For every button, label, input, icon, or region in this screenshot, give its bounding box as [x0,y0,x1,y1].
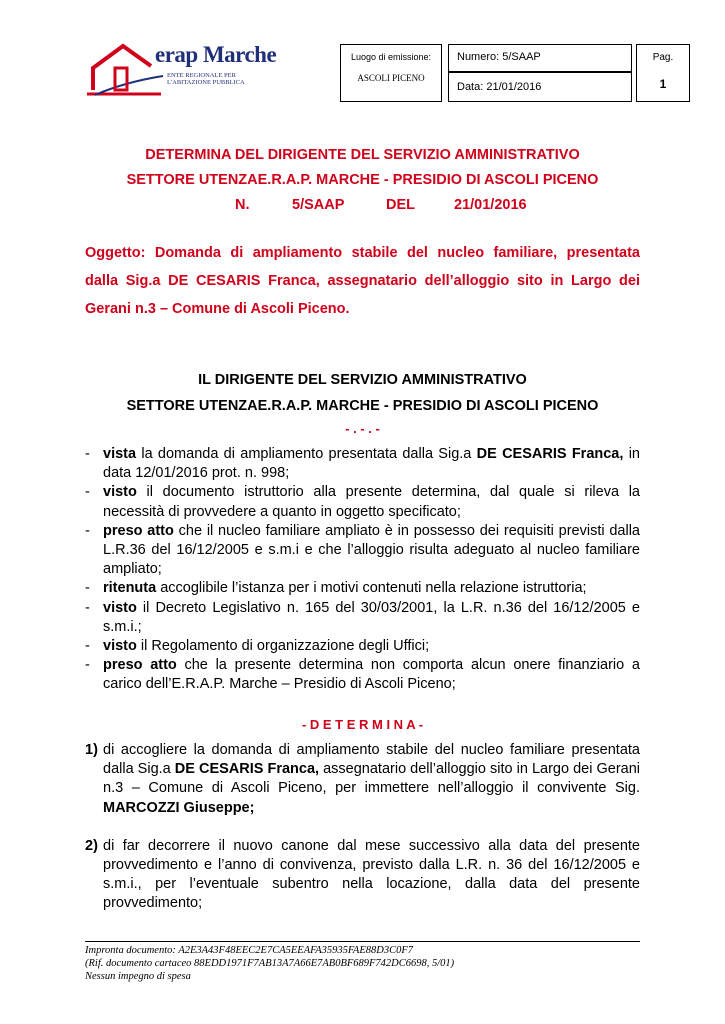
logo-name: erap Marche [155,42,277,67]
bullet-dash: - [85,522,90,539]
footer-fingerprint: Impronta documento: A2E3A43F48EEC2E7CA5EEAFA35935FAE88D3C0F7 [85,945,413,956]
bullet-dash: - [85,638,90,655]
luogo-box [340,44,442,102]
consideration-text: il documento istruttorio alla presente determina, dal quale si rileva la necessità di provvedere a quanto in oggetto specificato; [103,484,640,520]
consideration-keyword: vista [103,446,137,462]
consideration-keyword: visto [103,599,137,616]
bullet-dash: - [85,446,90,462]
heading-line-1: IL DIRIGENTE DEL SERVIZIO AMMINISTRATIVO [198,372,527,388]
logo-subtitle-line: ENTE REGIONALE PER [167,72,236,79]
data-box [448,72,632,102]
decision-number: 1) [85,742,98,758]
heading-line-2: SETTORE UTENZAE.R.A.P. MARCHE - PRESIDIO DI ASCOLI PICENO [126,398,599,414]
bullet-dash: - [85,599,90,616]
consideration-item [85,637,640,656]
date-label: DEL [386,197,415,213]
decision-bold-name: DE CESARIS Franca, [174,761,320,778]
consideration-keyword: visto [103,638,137,655]
erap-logo [85,40,277,100]
logo-subtitle-line: L'ABITAZIONE PUBBLICA [167,79,245,86]
consideration-keyword: preso atto [103,522,174,539]
decision-bold-name: MARCOZZI Giuseppe; [103,799,255,816]
consideration-keyword: visto [103,484,137,501]
consideration-item [85,483,640,521]
consideration-item [85,656,640,694]
decision-text: assegnatario dell’alloggio sito in Largo dei Gerani n.3 – Comune di Ascoli Piceno, per immettere nell’alloggio il convivente Sig. [103,761,640,797]
numero-value: Numero: 5/SAAP [457,51,541,63]
luogo-value: ASCOLI PICENO [357,73,425,83]
bullet-dash: - [85,484,90,501]
consideration-item [85,599,640,637]
data-value: Data: 21/01/2016 [457,81,542,93]
consideration-text: il Regolamento di organizzazione degli Uffici; [136,638,430,655]
decision-text: di accogliere la domanda di ampliamento stabile del nucleo familiare presentata dalla Sig.a [103,742,640,778]
footer [85,941,640,983]
consideration-item [85,579,640,598]
consideration-keyword: preso atto [103,657,177,674]
title-line-2: SETTORE UTENZAE.R.A.P. MARCHE - PRESIDIO DI ASCOLI PICENO [126,172,599,188]
consideration-bold-name: DE CESARIS Franca, [476,446,624,462]
bullet-dash: - [85,580,90,597]
decision-text: di far decorrere il nuovo canone dal mese successivo alla data del presente provvedimento e l’anno di convivenza, previsto dalla L.R. n. 36 del 16/12/2005 e s.m.i., per l’eventuale subentro nella locazione, dalla data del presente provvedimento; [103,837,640,912]
determina-label: - D E T E R M I N A - [301,717,424,732]
date-value: 21/01/2016 [454,197,527,213]
heading-separator: - . - . - [345,421,380,436]
subject-line: Oggetto: Domanda di ampliamento stabile del nucleo familiare, presentata [85,245,640,261]
consideration-text: il Decreto Legislativo n. 165 del 30/03/2001, la L.R. n.36 del 16/12/2005 e s.m.i.; [103,599,640,635]
luogo-label: Luogo di emissione: [350,52,432,62]
consideration-text: la domanda di ampliamento presentata dalla Sig.a [136,446,477,462]
consideration-text: che la presente determina non comporta alcun onere finanziario a carico dell’E.R.A.P. Marche – Presidio di Ascoli Piceno; [103,657,640,693]
logo-subtitle [167,72,245,86]
numero-box [448,44,632,72]
house-logo-icon [85,40,165,98]
decision-item [85,741,640,818]
footer-expense-note: Nessun impegno di spesa [85,971,191,982]
title-line-1: DETERMINA DEL DIRIGENTE DEL SERVIZIO AMMINISTRATIVO [145,147,580,163]
consideration-text: che il nucleo familiare ampliato è in possesso dei requisiti previsti dalla L.R.36 del 16/12/2005 e s.m.i e che l’alloggio risulta adeguato al nucleo familiare ampliato; [103,522,640,578]
decision-number: 2) [85,837,98,854]
bullet-dash: - [85,657,90,674]
subject [85,239,640,323]
consideration-keyword: ritenuta [103,580,157,597]
consideration-text: accoglibile l’istanza per i motivi contenuti nella relazione istruttoria; [156,580,587,597]
subject-line: dalla Sig.a DE CESARIS Franca, assegnatario dell’alloggio sito in Largo dei [85,273,640,289]
page-box [636,44,690,102]
consideration-item [85,445,640,483]
page-number: 1 [659,77,667,91]
decisions-list [85,741,640,914]
footer-reference: (Rif. documento cartaceo 88EDD1971F7AB13A7A66E7AB0BF689F742DC6698, 5/01) [85,958,455,969]
number-label: N. [235,197,250,213]
decision-item [85,837,640,914]
consideration-item [85,522,640,580]
considerations-list [85,445,640,695]
subject-line: Gerani n.3 – Comune di Ascoli Piceno. [85,301,350,317]
number-value: 5/SAAP [292,197,345,213]
page-label: Pag. [652,52,674,63]
consideration-text: in data 12/01/2016 prot. n. 998; [103,446,640,482]
